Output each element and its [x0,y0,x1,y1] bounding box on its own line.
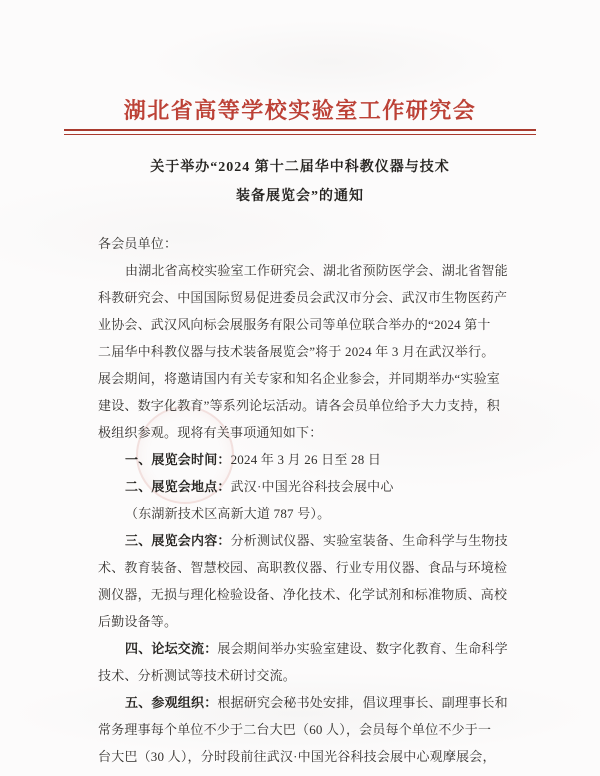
body-line-item-5-visit: 五、参观组织：根据研究会秘书处安排，倡议理事长、副理事长和 [125,695,508,710]
body-line: 术、教育装备、智慧校园、高职教仪器、行业专用仪器、食品与环境检 [98,560,508,575]
document-title-line2: 装备展览会”的通知 [236,189,364,204]
body-line: 由湖北省高校实验室工作研究会、湖北省预防医学会、湖北省智能 [125,263,508,278]
body-line: 测仪器，无损与理化检验设备、净化技术、化学试剂和标准物质、高校 [98,587,508,602]
body-line: 二届华中科教仪器与技术装备展览会”将于 2024 年 3 月在武汉举行。 [98,344,495,359]
document-title-line1: 关于举办“2024 第十二届华中科教仪器与技术 [150,160,450,175]
body-line: 台大巴（30 人），分时段前往武汉·中国光谷科技会展中心观摩展会， [98,749,496,764]
body-line-item-2-venue: 二、展览会地点：武汉·中国光谷科技会展中心 [125,479,394,494]
body-line-item-4-forum: 四、论坛交流：展会期间举办实验室建设、数字化教育、生命科学 [125,641,508,656]
body-line-item-3-content: 三、展览会内容：分析测试仪器、实验室装备、生命科学与生物技 [125,533,508,548]
body-line: 后勤设备等。 [98,614,178,629]
body-line: 常务理事每个单位不少于二台大巴（60 人），会员每个单位不少于一 [98,722,492,737]
body-line: 业协会、武汉风向标会展服务有限公司等单位联合举办的“2024 第十 [98,317,491,332]
body-line: 展会期间，将邀请国内有关专家和知名企业参会，并同期举办“实验室 [98,371,500,386]
body-line-item-1-time: 一、展览会时间：2024 年 3 月 26 日至 28 日 [125,452,382,467]
body-line: 科教研究会、中国国际贸易促进委员会武汉市分会、武汉市生物医药产 [98,290,508,305]
body-line: 极组织参观。现将有关事项通知如下： [98,425,323,440]
body-line-greeting: 各会员单位： [98,236,178,251]
document-title [0,153,600,211]
body-line: 技术、分析测试等技术研讨交流。 [98,668,297,683]
body-line: 建设、数字化教育”等系列论坛活动。请各会员单位给予大力支持，积 [98,398,500,413]
notice-body [98,230,510,770]
body-line-venue-address: （东湖新技术区高新大道 787 号）。 [125,506,331,521]
letterhead-org-name: 湖北省高等学校实验室工作研究会 [123,98,477,123]
letterhead-divider-rule [64,129,536,135]
